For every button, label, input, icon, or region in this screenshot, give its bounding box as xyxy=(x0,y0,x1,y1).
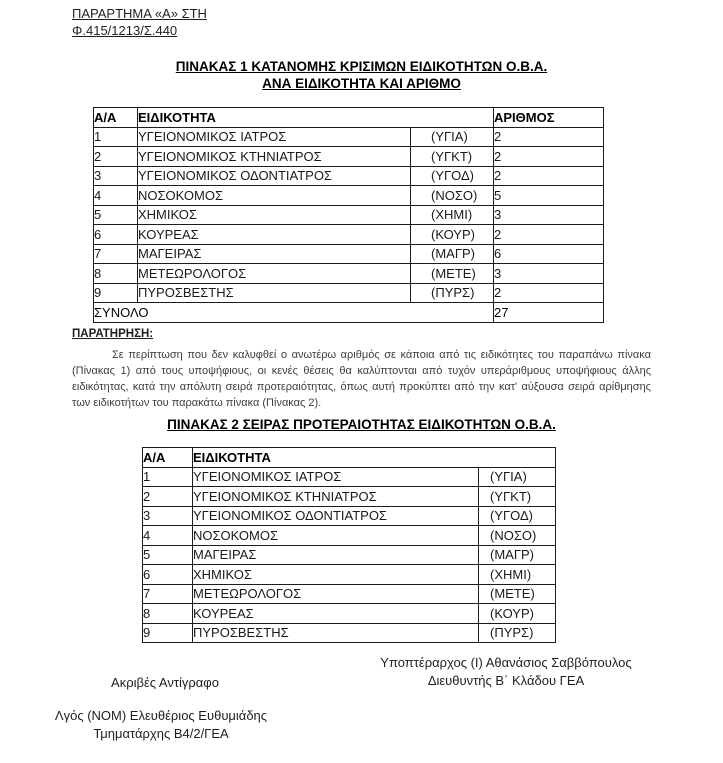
specialty-code-cell: (ΜΕΤΕ) xyxy=(479,584,556,604)
specialty-count-cell: 2 xyxy=(494,147,604,167)
specialty-code-cell: (ΠΥΡΣ) xyxy=(479,623,556,643)
table-row xyxy=(143,565,556,585)
row-number-cell: 6 xyxy=(94,225,138,245)
row-number-cell: 6 xyxy=(143,565,193,585)
table2-body xyxy=(143,467,556,643)
specialty-code-cell: (ΧΗΜΙ) xyxy=(479,565,556,585)
row-number-cell: 5 xyxy=(143,545,193,565)
specialty-count-cell: 2 xyxy=(494,127,604,147)
table2-title: ΠΙΝΑΚΑΣ 2 ΣΕΙΡΑΣ ΠΡΟΤΕΡΑΙΟΤΗΤΑΣ ΕΙΔΙΚΟΤΗΤΩΝ Ο.Β.Α. xyxy=(167,417,556,432)
specialty-code-cell: (ΥΓΙΑ) xyxy=(479,467,556,487)
signatory-role: Διευθυντής Β΄ Κλάδου ΓΕΑ xyxy=(427,673,585,688)
specialty-count-cell: 2 xyxy=(494,283,604,303)
total-value-cell: 27 xyxy=(494,303,604,323)
row-number-cell: 1 xyxy=(143,467,193,487)
row-number-cell: 7 xyxy=(143,584,193,604)
specialty-code-cell: (ΝΟΣΟ) xyxy=(411,186,494,206)
table1-col-specialty: ΕΙΔΙΚΟΤΗΤΑ xyxy=(138,108,494,128)
specialty-count-cell: 3 xyxy=(494,264,604,284)
table-row xyxy=(94,264,604,284)
row-number-cell: 3 xyxy=(94,166,138,186)
row-number-cell: 5 xyxy=(94,205,138,225)
specialty-code-cell: (ΜΑΓΡ) xyxy=(411,244,494,264)
table1-title-line1: ΠΙΝΑΚΑΣ 1 ΚΑΤΑΝΟΜΗΣ ΚΡΙΣΙΜΩΝ ΕΙΔΙΚΟΤΗΤΩΝ Ο.Β.Α. xyxy=(175,59,548,74)
reference-number: Φ.415/1213/Σ.440 xyxy=(72,23,178,38)
specialty-code-cell: (ΥΓΟΔ) xyxy=(479,506,556,526)
table1-title-line2: ΑΝΑ ΕΙΔΙΚΟΤΗΤΑ ΚΑΙ ΑΡΙΘΜΟ xyxy=(262,75,461,91)
note-heading: ΠΑΡΑΤΗΡΗΣΗ: xyxy=(72,328,154,340)
table2-col-aa: Α/Α xyxy=(143,448,193,468)
table-row xyxy=(94,127,604,147)
specialty-name-cell: ΧΗΜΙΚΟΣ xyxy=(138,205,411,225)
specialty-code-cell: (ΥΓΟΔ) xyxy=(411,166,494,186)
specialty-name-cell: ΥΓΕΙΟΝΟΜΙΚΟΣ ΚΤΗΝΙΑΤΡΟΣ xyxy=(138,147,411,167)
table-row xyxy=(94,166,604,186)
specialty-name-cell: ΚΟΥΡΕΑΣ xyxy=(138,225,411,245)
row-number-cell: 4 xyxy=(143,526,193,546)
table-row xyxy=(94,186,604,206)
row-number-cell: 4 xyxy=(94,186,138,206)
table-row xyxy=(143,487,556,507)
specialty-name-cell: ΠΥΡΟΣΒΕΣΤΗΣ xyxy=(193,623,479,643)
table-row xyxy=(143,467,556,487)
table-row xyxy=(143,506,556,526)
table1-total-row xyxy=(94,303,604,323)
specialty-code-cell: (ΝΟΣΟ) xyxy=(479,526,556,546)
table-row xyxy=(143,545,556,565)
table1-col-aa: Α/Α xyxy=(94,108,138,128)
specialty-name-cell: ΜΑΓΕΙΡΑΣ xyxy=(193,545,479,565)
row-number-cell: 8 xyxy=(94,264,138,284)
specialty-name-cell: ΠΥΡΟΣΒΕΣΤΗΣ xyxy=(138,283,411,303)
row-number-cell: 2 xyxy=(94,147,138,167)
row-number-cell: 1 xyxy=(94,127,138,147)
specialty-name-cell: ΜΑΓΕΙΡΑΣ xyxy=(138,244,411,264)
signature-right xyxy=(330,654,682,690)
table-row xyxy=(143,526,556,546)
table2-header-row xyxy=(143,448,556,468)
table2-title-block xyxy=(0,417,723,432)
specialty-name-cell: ΥΓΕΙΟΝΟΜΙΚΟΣ ΚΤΗΝΙΑΤΡΟΣ xyxy=(193,487,479,507)
row-number-cell: 7 xyxy=(94,244,138,264)
row-number-cell: 3 xyxy=(143,506,193,526)
signature-left xyxy=(20,707,302,743)
appendix-header xyxy=(72,5,207,39)
certified-copy-label: Ακριβές Αντίγραφο xyxy=(111,675,219,690)
certifier-rank-name: Λγός (ΝΟΜ) Ελευθέριος Ευθυμιάδης xyxy=(54,708,268,723)
table-row xyxy=(143,604,556,624)
table-row xyxy=(94,147,604,167)
specialty-name-cell: ΚΟΥΡΕΑΣ xyxy=(193,604,479,624)
table-row xyxy=(94,205,604,225)
specialty-count-cell: 2 xyxy=(494,166,604,186)
row-number-cell: 2 xyxy=(143,487,193,507)
table1-body xyxy=(94,127,604,322)
total-label-cell: ΣΥΝΟΛΟ xyxy=(94,303,494,323)
specialty-name-cell: ΧΗΜΙΚΟΣ xyxy=(193,565,479,585)
specialty-code-cell: (ΚΟΥΡ) xyxy=(411,225,494,245)
specialty-name-cell: ΥΓΕΙΟΝΟΜΙΚΟΣ ΙΑΤΡΟΣ xyxy=(138,127,411,147)
table-row xyxy=(143,584,556,604)
specialty-count-cell: 5 xyxy=(494,186,604,206)
specialty-name-cell: ΥΓΕΙΟΝΟΜΙΚΟΣ ΟΔΟΝΤΙΑΤΡΟΣ xyxy=(193,506,479,526)
specialty-count-cell: 6 xyxy=(494,244,604,264)
specialty-code-cell: (ΥΓΚΤ) xyxy=(411,147,494,167)
specialty-name-cell: ΥΓΕΙΟΝΟΜΙΚΟΣ ΟΔΟΝΤΙΑΤΡΟΣ xyxy=(138,166,411,186)
table1-header-row xyxy=(94,108,604,128)
specialty-name-cell: ΝΟΣΟΚΟΜΟΣ xyxy=(193,526,479,546)
specialty-code-cell: (ΥΓΚΤ) xyxy=(479,487,556,507)
table-row xyxy=(143,623,556,643)
specialty-code-cell: (ΜΕΤΕ) xyxy=(411,264,494,284)
specialty-count-cell: 3 xyxy=(494,205,604,225)
note-body: Σε περίπτωση που δεν καλυφθεί ο ανωτέρω αριθμός σε κάποια από τις ειδικότητες του παραπάνω πίνακα (Πίνακας 1) από τους υποψήφιους, οι κενές θέσεις θα καλύπτονται από τυχόν υπεράριθμους υποψήφιους άλλης ειδικότητας, κατά την απόλυτη σειρά προτεραιότητας, όπως αυτή προκύπτει από την κατ' αύξουσα σειρά αρίθμησης των ειδικοτήτων του παρακάτω πίνακα (Πίνακας 2). xyxy=(72,349,651,409)
specialty-code-cell: (ΥΓΙΑ) xyxy=(411,127,494,147)
table-row xyxy=(94,244,604,264)
table-row xyxy=(94,225,604,245)
specialty-code-cell: (ΚΟΥΡ) xyxy=(479,604,556,624)
row-number-cell: 8 xyxy=(143,604,193,624)
specialty-name-cell: ΜΕΤΕΩΡΟΛΟΓΟΣ xyxy=(193,584,479,604)
certifier-role: Τμηματάρχης Β4/2/ΓΕΑ xyxy=(93,726,229,741)
specialty-name-cell: ΥΓΕΙΟΝΟΜΙΚΟΣ ΙΑΤΡΟΣ xyxy=(193,467,479,487)
table2 xyxy=(142,447,556,643)
specialty-code-cell: (ΜΑΓΡ) xyxy=(479,545,556,565)
specialty-code-cell: (ΧΗΜΙ) xyxy=(411,205,494,225)
table1-title xyxy=(0,59,723,92)
signatory-rank-name: Υποπτέραρχος (Ι) Αθανάσιος Σαββόπουλος xyxy=(380,655,632,670)
row-number-cell: 9 xyxy=(94,283,138,303)
table2-col-specialty: ΕΙΔΙΚΟΤΗΤΑ xyxy=(193,448,556,468)
row-number-cell: 9 xyxy=(143,623,193,643)
table1 xyxy=(93,107,604,323)
specialty-name-cell: ΜΕΤΕΩΡΟΛΟΓΟΣ xyxy=(138,264,411,284)
specialty-code-cell: (ΠΥΡΣ) xyxy=(411,283,494,303)
specialty-name-cell: ΝΟΣΟΚΟΜΟΣ xyxy=(138,186,411,206)
specialty-count-cell: 2 xyxy=(494,225,604,245)
table1-col-count: ΑΡΙΘΜΟΣ xyxy=(494,108,604,128)
appendix-title: ΠΑΡΑΡΤΗΜΑ «Α» ΣΤΗ xyxy=(72,6,207,21)
table-row xyxy=(94,283,604,303)
